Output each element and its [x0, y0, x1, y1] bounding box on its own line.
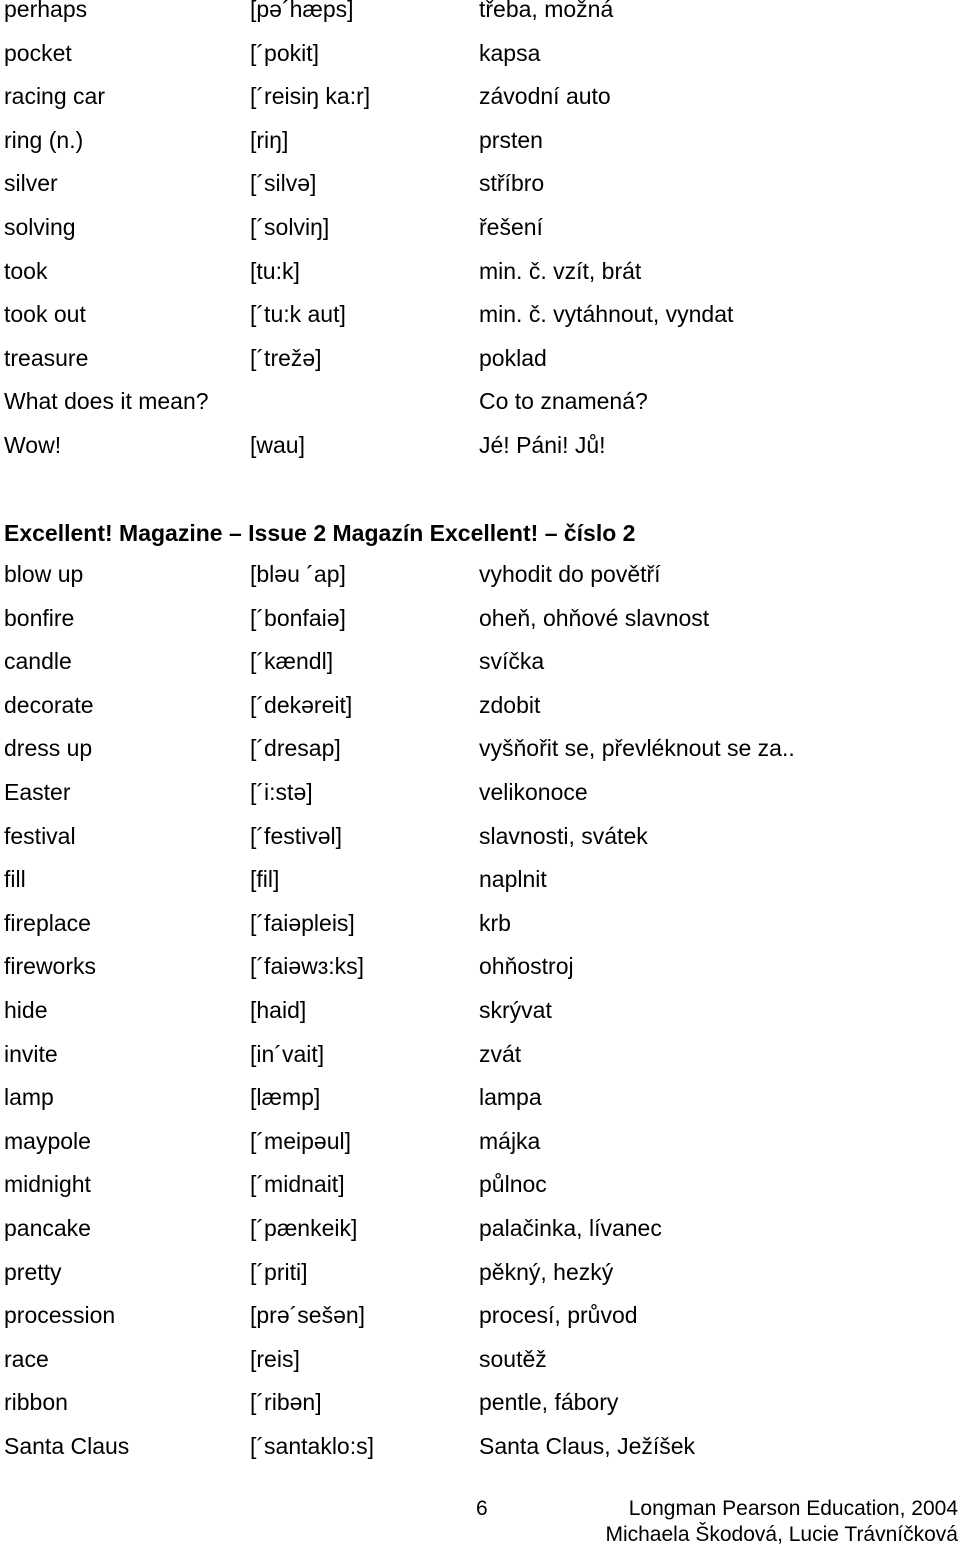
vocab-row [0, 684, 960, 728]
vocab-english: fireplace [4, 909, 91, 936]
vocab-pronunciation: [riŋ] [250, 126, 289, 153]
vocab-list-magazine [0, 553, 960, 1468]
vocab-czech: oheň, ohňové slavnost [479, 604, 710, 631]
vocab-english: pancake [4, 1214, 91, 1241]
vocab-czech: stříbro [479, 170, 545, 197]
vocab-row [0, 1033, 960, 1077]
vocab-pronunciation: [reis] [250, 1345, 300, 1372]
vocab-english: decorate [4, 691, 94, 718]
vocab-pronunciation: [´pokit] [250, 39, 320, 66]
vocab-row [0, 945, 960, 989]
vocab-pronunciation: [´midnait] [250, 1171, 345, 1198]
vocab-row [0, 250, 960, 294]
vocab-english: maypole [4, 1127, 91, 1154]
vocab-english: race [4, 1345, 49, 1372]
vocab-row [0, 727, 960, 771]
vocab-czech: velikonoce [479, 778, 588, 805]
vocab-czech: svíčka [479, 648, 545, 675]
vocab-czech: třeba, možná [479, 0, 614, 22]
vocab-row [0, 1120, 960, 1164]
vocab-row [0, 640, 960, 684]
vocab-row [0, 424, 960, 468]
vocab-pronunciation: [´faiəwɜ:ks] [250, 953, 365, 980]
vocab-english: bonfire [4, 604, 75, 631]
vocab-czech: zdobit [479, 691, 541, 718]
vocab-english: solving [4, 213, 76, 240]
vocab-czech: májka [479, 1127, 541, 1154]
vocab-english: Wow! [4, 431, 62, 458]
vocab-row [0, 1338, 960, 1382]
vocab-pronunciation: [´ribən] [250, 1389, 322, 1416]
vocab-row [0, 293, 960, 337]
vocab-pronunciation: [´i:stə] [250, 778, 313, 805]
vocab-row [0, 75, 960, 119]
vocab-english: dress up [4, 735, 93, 762]
footer-credits [605, 1496, 958, 1548]
vocab-pronunciation: [´trežə] [250, 344, 322, 371]
vocab-pronunciation: [´solviŋ] [250, 213, 330, 240]
vocab-pronunciation: [´priti] [250, 1258, 308, 1285]
vocab-czech: procesí, průvod [479, 1302, 638, 1329]
vocab-pronunciation: [pə´hæps] [250, 0, 354, 22]
vocab-czech: skrývat [479, 996, 552, 1023]
vocab-czech: kapsa [479, 39, 541, 66]
vocab-czech: řešení [479, 213, 543, 240]
vocab-pronunciation: [wau] [250, 431, 305, 458]
vocab-row [0, 1076, 960, 1120]
vocab-row [0, 989, 960, 1033]
vocab-czech: soutěž [479, 1345, 547, 1372]
vocab-row [0, 1163, 960, 1207]
vocab-czech: pentle, fábory [479, 1389, 619, 1416]
vocab-czech: Co to znamená? [479, 388, 648, 415]
vocab-english: fill [4, 866, 26, 893]
vocab-czech: vyšňořit se, převléknout se za.. [479, 735, 795, 762]
vocab-row [0, 815, 960, 859]
vocab-row [0, 771, 960, 815]
vocab-pronunciation: [´silvə] [250, 170, 317, 197]
vocab-czech: Santa Claus, Ježíšek [479, 1432, 696, 1459]
vocab-czech: ohňostroj [479, 953, 574, 980]
vocab-english: fireworks [4, 953, 97, 980]
vocab-czech: Jé! Páni! Jů! [479, 431, 606, 458]
vocab-english: pretty [4, 1258, 62, 1285]
vocab-row [0, 0, 960, 32]
vocab-english: invite [4, 1040, 58, 1067]
vocab-pronunciation: [´pænkeik] [250, 1214, 358, 1241]
vocab-czech: naplnit [479, 866, 547, 893]
vocab-list-top [0, 0, 960, 468]
vocab-row [0, 1425, 960, 1469]
vocab-row [0, 858, 960, 902]
vocab-row [0, 1207, 960, 1251]
vocab-row [0, 162, 960, 206]
vocab-row [0, 902, 960, 946]
vocab-pronunciation: [´festivəl] [250, 822, 343, 849]
vocab-english: perhaps [4, 0, 88, 22]
vocab-pronunciation: [prə´sešən] [250, 1302, 366, 1329]
vocab-english: hide [4, 996, 48, 1023]
vocab-english: festival [4, 822, 76, 849]
vocab-english: took out [4, 301, 86, 328]
vocab-czech: lampa [479, 1084, 542, 1111]
vocab-english: Santa Claus [4, 1432, 130, 1459]
vocab-english: racing car [4, 83, 105, 110]
vocab-pronunciation: [´reisiŋ ka:r] [250, 83, 371, 110]
vocab-english: What does it mean? [4, 388, 209, 415]
vocab-row [0, 380, 960, 424]
vocab-czech: pěkný, hezký [479, 1258, 614, 1285]
footer-authors: Michaela Škodová, Lucie Trávníčková [605, 1523, 958, 1546]
vocab-czech: zvát [479, 1040, 522, 1067]
vocab-english: Easter [4, 778, 71, 805]
vocab-pronunciation: [´dresap] [250, 735, 341, 762]
vocab-pronunciation: [´dekəreit] [250, 691, 353, 718]
vocab-row [0, 1381, 960, 1425]
vocab-czech: poklad [479, 344, 547, 371]
vocab-english: treasure [4, 344, 89, 371]
vocab-english: procession [4, 1302, 116, 1329]
page-number: 6 [476, 1497, 488, 1520]
vocab-row [0, 1294, 960, 1338]
vocab-row [0, 1251, 960, 1295]
vocab-pronunciation: [´santaklo:s] [250, 1432, 374, 1459]
vocab-pronunciation: [haid] [250, 996, 307, 1023]
vocab-row [0, 32, 960, 76]
vocab-czech: půlnoc [479, 1171, 547, 1198]
vocab-czech: závodní auto [479, 83, 611, 110]
vocab-pronunciation: [´tu:k aut] [250, 301, 346, 328]
vocab-english: lamp [4, 1084, 54, 1111]
vocab-english: candle [4, 648, 72, 675]
vocab-czech: min. č. vzít, brát [479, 257, 642, 284]
vocab-pronunciation: [læmp] [250, 1084, 321, 1111]
vocab-pronunciation: [in´vait] [250, 1040, 325, 1067]
vocab-czech: slavnosti, svátek [479, 822, 648, 849]
vocab-czech: min. č. vytáhnout, vyndat [479, 301, 734, 328]
vocab-czech: vyhodit do povětří [479, 561, 661, 587]
vocab-english: ring (n.) [4, 126, 84, 153]
vocab-english: ribbon [4, 1389, 68, 1416]
vocab-row [0, 553, 960, 597]
vocab-pronunciation: [´bonfaiə] [250, 604, 346, 631]
vocab-row [0, 206, 960, 250]
footer-publisher: Longman Pearson Education, 2004 [628, 1497, 958, 1520]
vocab-pronunciation: [bləu ´ap] [250, 561, 346, 587]
vocab-english: silver [4, 170, 58, 197]
vocab-english: blow up [4, 561, 84, 587]
vocab-pronunciation: [´kændl] [250, 648, 334, 675]
section-heading: Excellent! Magazine – Issue 2 Magazín Excellent! – číslo 2 [4, 520, 636, 546]
vocab-english: pocket [4, 39, 72, 66]
vocab-czech: palačinka, lívanec [479, 1214, 662, 1241]
vocab-row [0, 119, 960, 163]
vocab-pronunciation: [tu:k] [250, 257, 300, 284]
vocab-english: took [4, 257, 48, 284]
vocab-english: midnight [4, 1171, 91, 1198]
vocab-pronunciation: [´faiəpleis] [250, 909, 355, 936]
vocab-czech: prsten [479, 126, 543, 153]
vocab-pronunciation: [´meipəul] [250, 1127, 351, 1154]
vocab-czech: krb [479, 909, 511, 936]
vocab-row [0, 597, 960, 641]
vocab-row [0, 337, 960, 381]
vocab-pronunciation: [fil] [250, 866, 280, 893]
